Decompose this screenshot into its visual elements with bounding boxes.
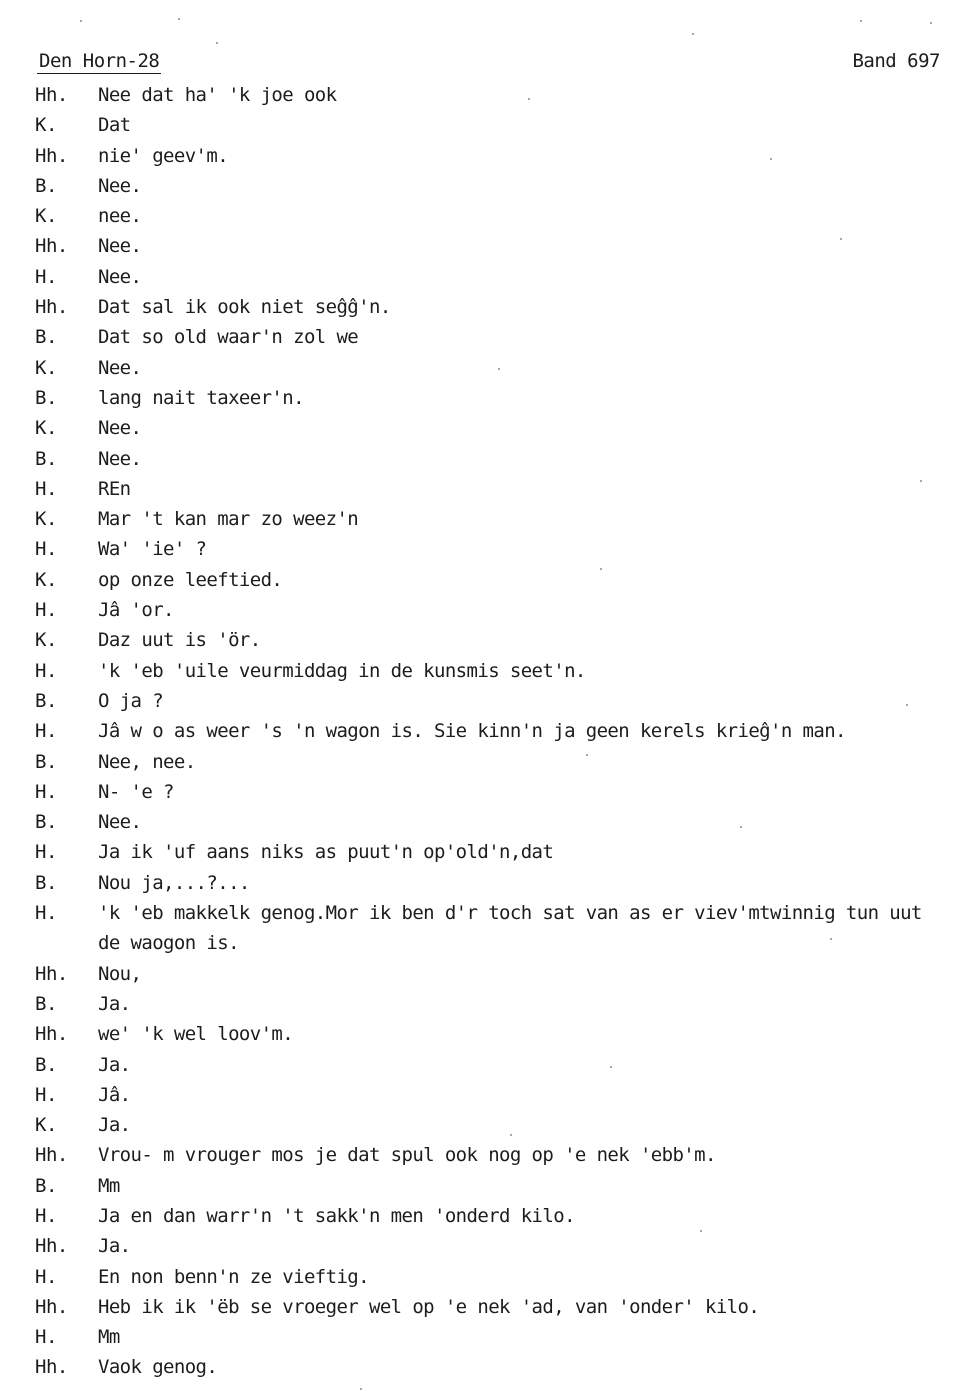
transcript-line <box>35 292 960 322</box>
utterance-text: op onze leeftied. <box>98 568 283 591</box>
transcript-line <box>35 595 960 625</box>
transcript-line <box>35 80 960 110</box>
utterance-text: Vaok genog. <box>98 1356 218 1379</box>
transcript-line <box>35 413 960 443</box>
utterance-text: Ja. <box>98 1053 131 1076</box>
scan-speck <box>920 480 922 482</box>
speaker-label: H. <box>35 841 57 864</box>
transcript-line <box>35 1292 960 1322</box>
transcript-line <box>35 807 960 837</box>
transcript-line <box>35 171 960 201</box>
speaker-label: B. <box>35 992 57 1015</box>
speaker-label: H. <box>35 538 57 561</box>
transcript-line <box>35 959 960 989</box>
transcript-line <box>35 989 960 1019</box>
transcript-line <box>35 747 960 777</box>
utterance-text: Jâ. <box>98 1083 131 1106</box>
scan-speck <box>692 33 694 35</box>
speaker-label: H. <box>35 265 57 288</box>
utterance-text: Dat <box>98 114 131 137</box>
transcript-line <box>35 231 960 261</box>
utterance-text: REn <box>98 477 131 500</box>
speaker-label: Hh. <box>35 1235 68 1258</box>
speaker-label: K. <box>35 356 57 379</box>
transcript-line <box>35 565 960 595</box>
transcript-line <box>35 444 960 474</box>
speaker-label: Hh. <box>35 1295 68 1318</box>
transcript-line <box>35 1171 960 1201</box>
utterance-text: nee. <box>98 205 142 228</box>
speaker-label: Hh. <box>35 962 68 985</box>
utterance-text: Jâ 'or. <box>98 599 174 622</box>
utterance-text: O ja ? <box>98 689 164 712</box>
speaker-label: H. <box>35 720 57 743</box>
utterance-text: Vrou- m vrouger mos je dat spul ook nog op 'e nek 'ebb'm. <box>98 1144 716 1167</box>
scan-speck <box>770 158 772 160</box>
speaker-label: K. <box>35 417 57 440</box>
transcript-line <box>35 322 960 352</box>
transcript-line <box>35 1019 960 1049</box>
scan-speck <box>930 22 932 24</box>
utterance-text: 'k 'eb makkelk genog.Mor ik ben d'r toch sat van as er viev'mtwinnig tun uut de waogon is. <box>98 902 922 955</box>
scan-speck <box>528 98 530 100</box>
scan-speck <box>498 368 500 370</box>
speaker-label: H. <box>35 1204 57 1227</box>
utterance-text: Ja. <box>98 992 131 1015</box>
scan-speck <box>700 1230 702 1232</box>
speaker-label: K. <box>35 1114 57 1137</box>
utterance-text: Nee, nee. <box>98 750 196 773</box>
utterance-text: lang nait taxeer'n. <box>98 386 304 409</box>
transcript-line <box>35 686 960 716</box>
speaker-label: B. <box>35 689 57 712</box>
transcript-line <box>35 716 960 746</box>
speaker-label: Hh. <box>35 296 68 319</box>
utterance-text: Mar 't kan mar zo weez'n <box>98 508 359 531</box>
transcript-line <box>35 1231 960 1261</box>
transcript-line <box>35 1262 960 1292</box>
document-reference: Den Horn-28 <box>39 50 160 72</box>
utterance-text: Nee. <box>98 174 142 197</box>
transcript-line <box>35 1050 960 1080</box>
transcript-line <box>35 262 960 292</box>
transcript-line <box>35 141 960 171</box>
speaker-label: H. <box>35 477 57 500</box>
speaker-label: Hh. <box>35 144 68 167</box>
scan-speck <box>906 704 908 706</box>
scan-speck <box>216 42 218 44</box>
speaker-label: K. <box>35 205 57 228</box>
scan-speck <box>840 238 842 240</box>
utterance-text: 'k 'eb 'uile veurmiddag in de kunsmis seet'n. <box>98 659 586 682</box>
transcript-line <box>35 625 960 655</box>
transcript-line <box>35 383 960 413</box>
utterance-text: Wa' 'ie' ? <box>98 538 207 561</box>
speaker-label: B. <box>35 871 57 894</box>
speaker-label: K. <box>35 508 57 531</box>
utterance-text: Mm <box>98 1326 120 1349</box>
utterance-text: Ja en dan warr'n 't sakk'n men 'onderd kilo. <box>98 1204 575 1227</box>
utterance-text: we' 'k wel loov'm. <box>98 1023 294 1046</box>
utterance-text: Ja ik 'uf aans niks as puut'n op'old'n,dat <box>98 841 554 864</box>
utterance-text: Nee. <box>98 265 142 288</box>
speaker-label: Hh. <box>35 1356 68 1379</box>
speaker-label: B. <box>35 326 57 349</box>
transcript-line <box>35 474 960 504</box>
scan-speck <box>360 1388 362 1390</box>
scan-speck <box>80 20 82 22</box>
scan-speck <box>510 1134 512 1136</box>
tape-number: Band 697 <box>852 50 940 72</box>
transcript-line <box>35 1322 960 1352</box>
speaker-label: Hh. <box>35 84 68 106</box>
transcript-line <box>35 1201 960 1231</box>
utterance-text: Nou ja,...?... <box>98 871 250 894</box>
speaker-label: Hh. <box>35 1144 68 1167</box>
scan-speck <box>178 18 180 20</box>
utterance-text: Nee. <box>98 417 142 440</box>
utterance-text: Nee. <box>98 356 142 379</box>
transcript-line <box>35 837 960 867</box>
speaker-label: H. <box>35 1083 57 1106</box>
transcript-line <box>35 656 960 686</box>
transcript-line <box>35 1140 960 1170</box>
transcript-line <box>35 534 960 564</box>
utterance-text: Ja. <box>98 1235 131 1258</box>
utterance-text: N- 'e ? <box>98 780 174 803</box>
transcript-line <box>35 504 960 534</box>
transcript-line <box>35 868 960 898</box>
transcript-line <box>35 1110 960 1140</box>
speaker-label: B. <box>35 174 57 197</box>
speaker-label: B. <box>35 1174 57 1197</box>
scan-speck <box>740 826 742 828</box>
utterance-text: Heb ik ik 'ëb se vroeger wel op 'e nek 'ad, van 'onder' kilo. <box>98 1295 760 1318</box>
utterance-text: Nee dat ha' 'k joe ook <box>98 84 337 106</box>
speaker-label: K. <box>35 568 57 591</box>
utterance-text: Nee. <box>98 235 142 258</box>
transcript-line <box>35 201 960 231</box>
speaker-label: B. <box>35 447 57 470</box>
speaker-label: H. <box>35 1326 57 1349</box>
utterance-text: Nou, <box>98 962 142 985</box>
speaker-label: K. <box>35 629 57 652</box>
transcript-line <box>35 110 960 140</box>
transcript-line <box>35 898 960 959</box>
utterance-text: nie' geev'm. <box>98 144 229 167</box>
utterance-text: Mm <box>98 1174 120 1197</box>
speaker-label: K. <box>35 114 57 137</box>
scan-speck <box>830 938 832 940</box>
speaker-label: H. <box>35 659 57 682</box>
utterance-text: En non benn'n ze vieftig. <box>98 1265 369 1288</box>
speaker-label: H. <box>35 780 57 803</box>
scan-speck <box>600 568 602 570</box>
scan-speck <box>586 754 588 756</box>
utterance-text: Jâ w o as weer 's 'n wagon is. Sie kinn'n ja geen kerels krieĝ'n man. <box>98 720 846 743</box>
speaker-label: B. <box>35 750 57 773</box>
scan-speck <box>610 1066 612 1068</box>
speaker-label: Hh. <box>35 1023 68 1046</box>
utterance-text: Daz uut is 'ör. <box>98 629 261 652</box>
utterance-text: Dat so old waar'n zol we <box>98 326 359 349</box>
speaker-label: H. <box>35 1265 57 1288</box>
speaker-label: H. <box>35 599 57 622</box>
scan-speck <box>860 20 862 22</box>
utterance-text: Dat sal ik ook niet seĝĝ'n. <box>98 296 391 319</box>
utterance-text: Nee. <box>98 811 142 834</box>
speaker-label: H. <box>35 902 57 925</box>
transcript <box>35 80 960 1383</box>
transcript-line <box>35 1080 960 1110</box>
utterance-text: Ja. <box>98 1114 131 1137</box>
transcript-line <box>35 777 960 807</box>
speaker-label: B. <box>35 386 57 409</box>
speaker-label: Hh. <box>35 235 68 258</box>
speaker-label: B. <box>35 811 57 834</box>
speaker-label: B. <box>35 1053 57 1076</box>
utterance-text: Nee. <box>98 447 142 470</box>
transcript-line <box>35 1352 960 1382</box>
